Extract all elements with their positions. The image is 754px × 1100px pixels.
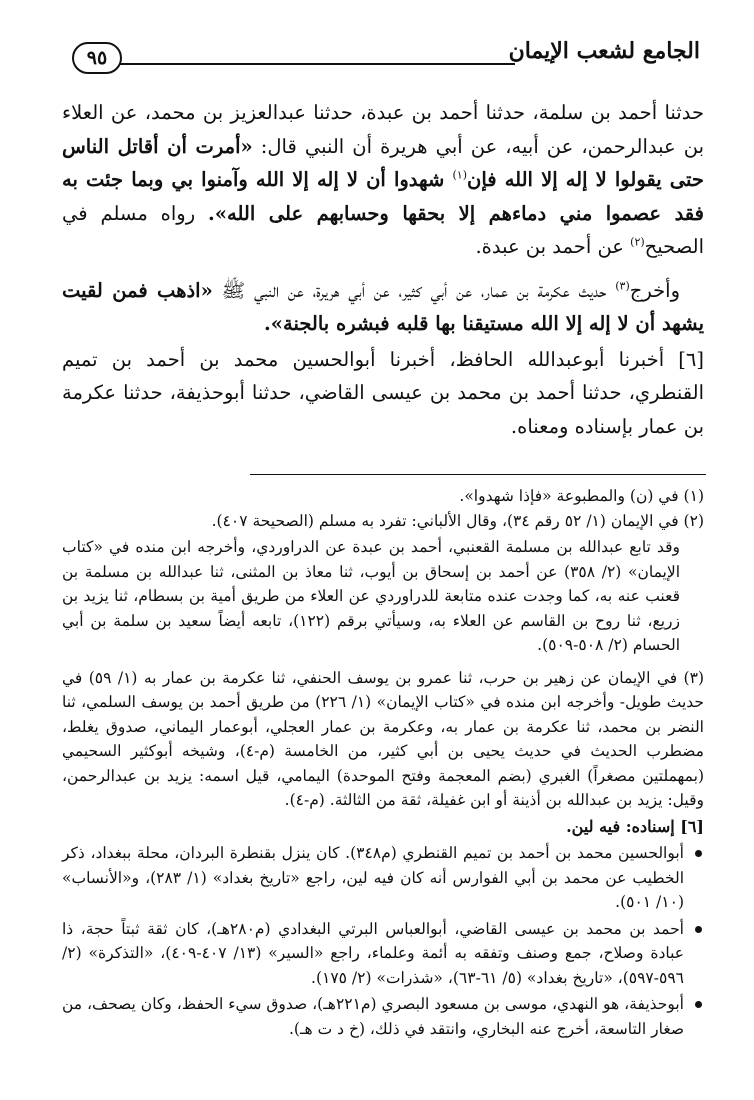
footnote-2-continuation: وقد تابع عبدالله بن مسلمة القعنبي، أحمد بن عبدة عن الدراوردي، وأخرجه ابن منده في «كتاب الإيمان» (٢/ ٣٥٨) عن أحمد بن إسحاق بن أيوب، ثنا معاذ بن المثنى، ثنا عبدالله بن مسلمة بن قعنب عنه به، كما وجدت عنده متابعة للدراوردي عن العلاء من طريق أمية بن بسطام، ثنا يزيد بن زريع، ثنا روح بن القاسم عن العلاء به، وسيأتي برقم (١٢٢)، تابعه أيضاً سعيد بن سلمة بن أبي الحسام (٢/ ٥٠٨-٥٠٩). [62,538,681,654]
main-text [62,96,704,443]
isnad-text: حدثنا أحمد بن سلمة، حدثنا أحمد بن عبدة، حدثنا عبدالعزيز بن محمد، عن العلاء بن عبدالرحمن، عن أبيه، عن أبي هريرة أن النبي قال: [62,101,704,158]
footnotes [62,484,704,1041]
header-rule [120,63,515,65]
narration-text: وأخرج [629,278,681,302]
narrator-list [62,841,704,1041]
running-title: الجامع لشعب الإيمان [508,38,700,64]
footnote-ref: (٣) [615,279,630,292]
footnote-ref: (٢) [630,235,645,249]
paragraph-hadith-2 [62,274,704,341]
footnote-separator [250,474,706,475]
hadith-text: شهدوا أن لا إله إلا الله وآمنوا بي وبما جئت به فقد عصموا مني دماءهم إلا بحقها وحسابهم على الله». [62,168,704,225]
page-header [60,28,700,88]
narrator-text: أبوالحسين محمد بن أحمد بن تميم القنطري (م٣٤٨). كان ينزل بقنطرة البردان، محلة ببغداد، ذكر الخطيب عن محمد بن أبي الفوارس أنه كان فيه لين، راجع «تاريخ بغداد» (١/ ٢٨٣)، و«الأنساب» (١٠/ ٥٠١). [62,844,684,911]
bullet-icon [695,1001,702,1008]
bullet-icon [695,926,702,933]
footnote-2: (٢) في الإيمان (١/ ٥٢ رقم ٣٤)، وقال الألباني: تفرد به مسلم (الصحيحة ٤٠٧). [211,511,704,530]
footnote-ref: (١) [452,168,467,182]
narrator-text: أحمد بن محمد بن عيسى القاضي، أبوالعباس البرتي البغدادي (م٢٨٠هـ)، كان ثقة ثبتاً حجة، ذا عبادة وصلاح، جمع وصنف وتفقه به أئمة وعلماء، راجع «السير» (١٣/ ٤٠٧-٤٠٩)، «التذكرة» (٢/ ٥٩٦-٥٩٧)، «تاريخ بغداد» (٥/ ٦١-٦٣)، «شذرات» (٢/ ١٧٥). [62,919,685,987]
page-number: ٩٥ [72,42,122,74]
footnote-1: (١) في (ن) والمطبوعة «فإذا شهدوا». [459,487,704,505]
isnad-heading: [٦] إسناده: فيه لين. [566,816,704,836]
footnote-3: (٣) في الإيمان عن زهير بن حرب، ثنا عمرو بن يوسف الحنفي، ثنا عكرمة بن عمار به (١/ ٥٩) في حديث طويل- وأخرجه ابن منده في «كتاب الإيمان» (١/ ٢٢٦) من طريق أحمد بن يوسف السلمي، ثنا النضر بن محمد، ثنا عكرمة بن عمار به، وعكرمة بن عمار العجلي، أبوعمار اليماني، صدوق يغلط، مضطرب الحديث في حديث يحيى بن أبي كثير، من الخامسة (م-٤)، وشيخه أبوكثير السحيمي (بمهملتين مصغراً) الغبري (بضم المعجمة وفتح الموحدة) اليمامي، قيل اسمه: يزيد بن عبدالرحمن، وقيل: يزيد بن عبدالله بن أذينة أو ابن غفيلة، ثقة من الثالثة. (م-٤). [62,668,705,809]
narration-text: رواه مسلم في الصحيح [62,201,704,258]
hadith-text: «أمرت أن أقاتل الناس حتى يقولوا لا إله إلا الله فإن [62,134,704,191]
narrator-item [62,841,704,915]
narrator-item [62,917,704,991]
narration-text: عن أحمد بن عبدة. [475,235,631,258]
narrator-item [62,992,704,1041]
bullet-icon [695,850,702,857]
paragraph-hadith-1 [62,96,704,264]
paragraph-section-6: [٦] أخبرنا أبوعبدالله الحافظ، أخبرنا أبوالحسين محمد بن أحمد بن تميم القنطري، حدثنا أحمد بن محمد بن عيسى القاضي، حدثنا أبوحذيفة، حدثنا عكرمة بن عمار بإسناده ومعناه. [62,347,704,438]
narrator-text: أبوحذيفة، هو النهدي، موسى بن مسعود البصري (م٢٢١هـ)، صدوق سيء الحفظ، وكان يصحف، من صغار التاسعة، أخرج عنه البخاري، وانتقد في ذلك، (خ د ت هـ). [62,995,684,1038]
narration-text: حديث عكرمة بن عمار، عن أبي كثير، عن أبي هريرة، عن النبي ﷺ [221,278,616,302]
hadith-text: «اذهب فمن لقيت يشهد أن لا إله إلا الله مستيقنا بها قلبه فبشره بالجنة». [62,278,704,335]
